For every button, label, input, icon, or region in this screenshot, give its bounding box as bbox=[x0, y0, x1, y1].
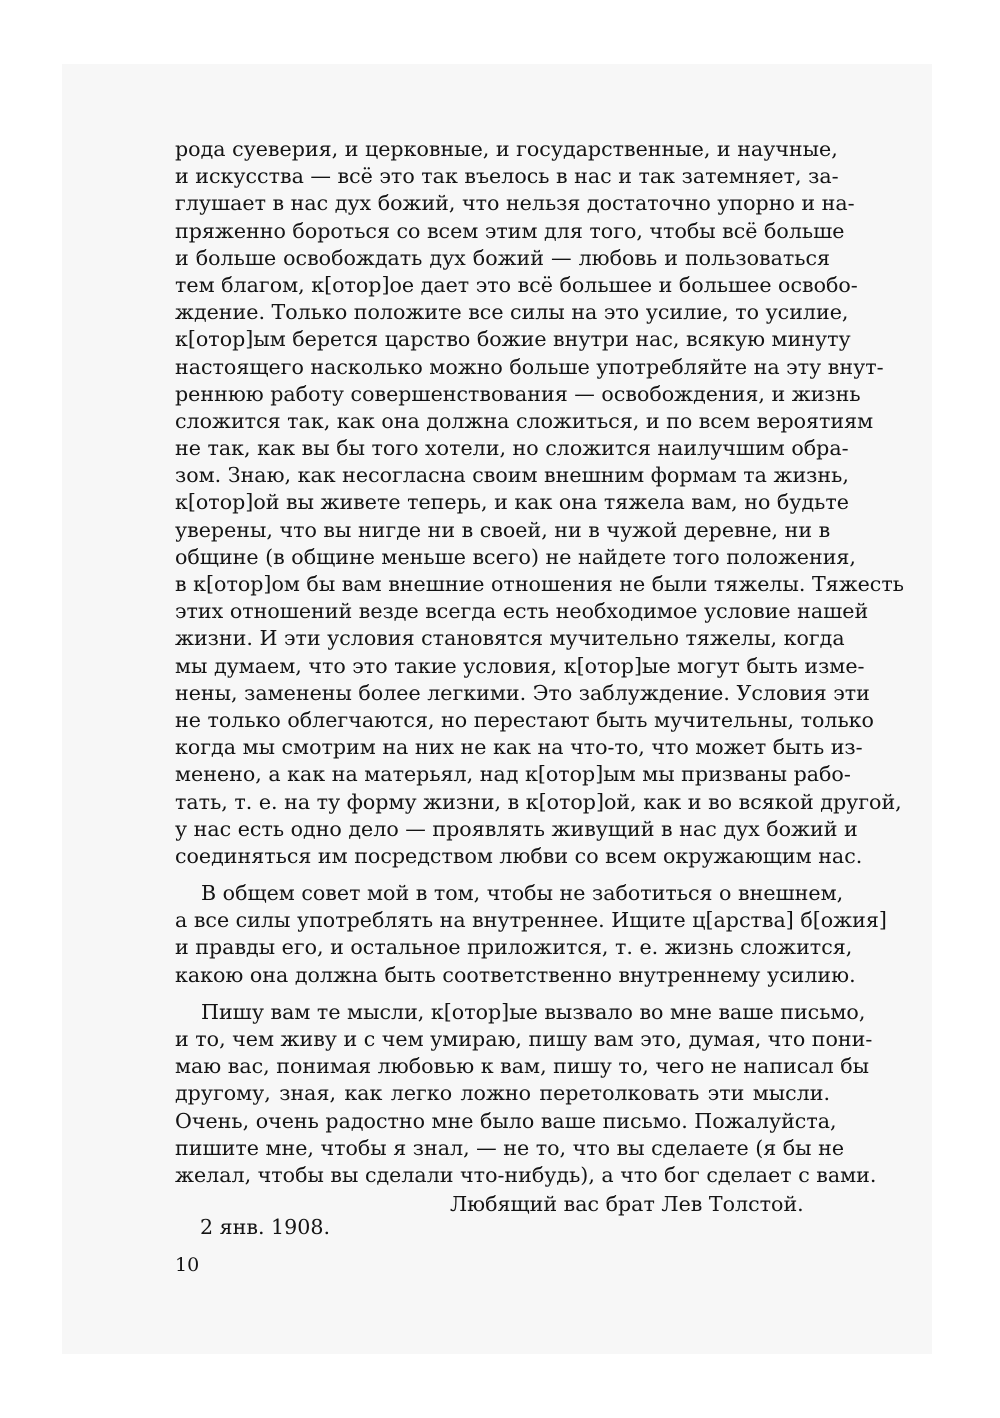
text-line: жизни. И эти условия становятся мучительно тяжелы, когда bbox=[175, 626, 845, 651]
text-line: и правды его, и остальное приложится, т. е. жизнь сложится, bbox=[175, 935, 853, 960]
text-line: пряженно бороться со всем этим для того, чтобы всё больше bbox=[175, 218, 845, 243]
text-line: уверены, что вы нигде ни в своей, ни в чужой деревне, ни в bbox=[175, 517, 831, 542]
text-line: реннюю работу совершенствования — освобождения, и жизнь bbox=[175, 381, 861, 406]
text-line: Пишу вам те мысли, к[отор]ые вызвало во мне ваше письмо, bbox=[201, 999, 866, 1024]
text-line: другому, зная, как легко ложно перетолковать эти мысли. bbox=[175, 1081, 830, 1106]
text-line: маю вас, понимая любовью к вам, пишу то, чего не написал бы bbox=[175, 1054, 869, 1079]
page-number: 10 bbox=[175, 1254, 200, 1276]
text-line: соединяться им посредством любви со всем окружающим нас. bbox=[175, 843, 863, 868]
text-line: и искусства — всё это так въелось в нас и так затемняет, за- bbox=[175, 164, 839, 189]
text-line: Очень, очень радостно мне было ваше письмо. Пожалуйста, bbox=[175, 1108, 837, 1133]
text-line: сложится так, как она должна сложиться, и по всем вероятиям bbox=[175, 408, 874, 433]
text-line: к[отор]ым берется царство божие внутри нас, всякую минуту bbox=[175, 327, 851, 352]
text-line: тем благом, к[отор]ое дает это всё большее и большее освобо- bbox=[175, 272, 858, 297]
text-line: пишите мне, чтобы я знал, — не то, что вы сделаете (я бы не bbox=[175, 1135, 845, 1160]
letter-date: 2 янв. 1908. bbox=[200, 1215, 331, 1239]
text-line: менено, а как на матерьял, над к[отор]ым мы призваны рабо- bbox=[175, 762, 851, 787]
text-line: желал, чтобы вы сделали что-нибудь), а что бог сделает с вами. bbox=[175, 1162, 877, 1187]
text-line: зом. Знаю, как несогласна своим внешним формам та жизнь, bbox=[175, 463, 849, 488]
paragraph-spacer bbox=[175, 870, 830, 880]
text-line: глушает в нас дух божий, что нельзя достаточно упорно и на- bbox=[175, 191, 855, 216]
text-line: рода суеверия, и церковные, и государственные, и научные, bbox=[175, 137, 838, 161]
paragraph-3 bbox=[175, 999, 877, 1189]
signature: Любящий вас брат Лев Толстой. bbox=[450, 1192, 804, 1216]
text-line: этих отношений везде всегда есть необходимое условие нашей bbox=[175, 599, 869, 624]
text-line: какою она должна быть соответственно внутреннему усилию. bbox=[175, 962, 856, 987]
text-line: В общем совет мой в том, чтобы не заботиться о внешнем, bbox=[201, 881, 844, 906]
text-line: ждение. Только положите все силы на это усилие, то усилие, bbox=[175, 300, 849, 325]
text-line: не так, как вы бы того хотели, но сложится наилучшим обра- bbox=[175, 436, 849, 461]
text-line: и больше освобождать дух божий — любовь и пользоваться bbox=[175, 245, 830, 270]
text-line: настоящего насколько можно больше употребляйте на эту внут- bbox=[175, 354, 884, 379]
letter-body bbox=[175, 136, 904, 1189]
text-line: в к[отор]ом бы вам внешние отношения не были тяжелы. Тяжесть bbox=[175, 572, 904, 596]
paragraph-2 bbox=[175, 880, 887, 989]
paragraph-1 bbox=[175, 136, 904, 870]
text-line: не только облегчаются, но перестают быть мучительны, только bbox=[175, 707, 874, 732]
text-line: у нас есть одно дело — проявлять живущий в нас дух божий и bbox=[175, 816, 858, 841]
text-line: когда мы смотрим на них не как на что-то, что может быть из- bbox=[175, 735, 863, 760]
text-line: нены, заменены более легкими. Это заблуждение. Условия эти bbox=[175, 680, 870, 705]
text-line: мы думаем, что это такие условия, к[отор]ые могут быть изме- bbox=[175, 653, 865, 678]
text-line: тать, т. е. на ту форму жизни, в к[отор]ой, как и во всякой другой, bbox=[175, 789, 902, 814]
text-line: и то, чем живу и с чем умираю, пишу вам это, думая, что пони- bbox=[175, 1027, 873, 1051]
text-line: общине (в общине меньше всего) не найдете того положения, bbox=[175, 544, 856, 569]
text-line: к[отор]ой вы живете теперь, и как она тяжела вам, но будьте bbox=[175, 490, 849, 515]
text-line: а все силы употреблять на внутреннее. Ищите ц[арства] б[ожия] bbox=[175, 908, 887, 933]
paragraph-spacer bbox=[175, 989, 830, 999]
